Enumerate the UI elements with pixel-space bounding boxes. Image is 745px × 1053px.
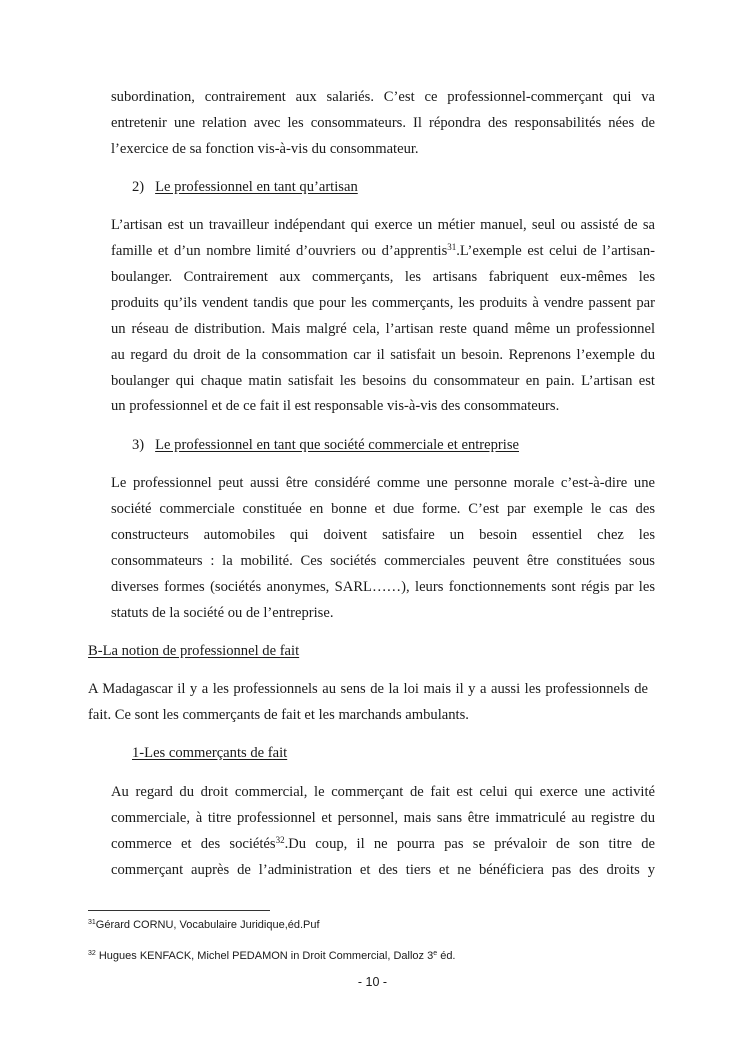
footnote-mark: 31 [88, 919, 96, 926]
text-line: commerciale, à titre professionnel et personnel, mais sans être immatriculé au registre du [111, 810, 655, 826]
text-line: fait. Ce sont les commerçants de fait et les marchands ambulants. [88, 707, 469, 723]
heading-commercants-de-fait [132, 743, 287, 763]
text-line: boulanger. Contrairement aux commerçants, les artisans fabriquent eux-mêmes les [111, 269, 655, 285]
text-line: famille et d’un nombre limité d’ouvriers ou d’apprentis$^{31}$.L’exemple est celui de l’artisan- [111, 242, 655, 259]
footnote-ref-32[interactable]: 32 [275, 835, 285, 845]
text-line: société commerciale constituée en bonne et due forme. C’est par exemple le cas des [111, 501, 655, 517]
text-line: statuts de la société ou de l’entreprise. [111, 605, 334, 621]
footnote-separator [88, 910, 270, 911]
text-line: Le professionnel peut aussi être considéré comme une personne morale c’est-à-dire une [111, 475, 655, 491]
heading-text: Le professionnel en tant que société commerciale et entreprise [155, 437, 519, 453]
text-line: constructeurs automobiles qui doivent satisfaire un besoin essentiel chez les [111, 527, 655, 543]
text-line: un réseau de distribution. Mais malgré cela, l’artisan reste quand même un professionnel [111, 321, 655, 337]
heading-artisan [132, 177, 358, 197]
text-line: L’artisan est un travailleur indépendant qui exerce un métier manuel, seul ou assisté de sa [111, 217, 655, 233]
section-heading-b [88, 641, 299, 661]
footnote-32: $^{32}$ Hugues KENFACK, Michel PEDAMON in Droit Commercial, Dalloz 3e éd. [88, 950, 456, 962]
text-line: l’exercice de sa fonction vis-à-vis du consommateur. [111, 141, 419, 157]
page-number: - 10 - [357, 975, 388, 989]
heading-number: 2) [132, 179, 145, 195]
text-line: produits qu’ils vendent tandis que pour les commerçants, les produits à vendre passent par [111, 295, 655, 311]
footnote-mark: 32 [88, 950, 96, 957]
text-line: A Madagascar il y a les professionnels au sens de la loi mais il y a aussi les professionnels de [88, 681, 648, 697]
heading-text: 1-Les commerçants de fait [132, 745, 288, 761]
heading-text: B-La notion de professionnel de fait [88, 643, 300, 659]
text-line: un professionnel et de ce fait il est responsable vis-à-vis des consommateurs. [111, 398, 560, 414]
heading-text: Le professionnel en tant qu’artisan [155, 179, 358, 195]
footnote-ref-31[interactable]: 31 [447, 242, 457, 252]
text-line: subordination, contrairement aux salariés. C’est ce professionnel-commerçant qui va [111, 89, 655, 105]
text-line: Au regard du droit commercial, le commerçant de fait est celui qui exerce une activité [111, 784, 655, 800]
footnote-31 [88, 918, 320, 932]
text-line: boulanger qui chaque matin satisfait les besoins du consommateur en pain. L’artisan est [111, 373, 655, 389]
text-line: commerce et des sociétés$^{32}$.Du coup, il ne pourra pas se prévaloir de son titre de [111, 835, 655, 852]
footnote-text: Gérard CORNU, Vocabulaire Juridique,éd.Puf [95, 919, 320, 931]
text-line: consommateurs : la mobilité. Ces sociétés commerciales peuvent être constituées sous [111, 553, 655, 569]
text-line: entretenir une relation avec les consommateurs. Il répondra des responsabilités nées de [111, 115, 655, 131]
text-line: diverses formes (sociétés anonymes, SARL……), leurs fonctionnements sont régis par les [111, 579, 655, 595]
text-line: commerçant auprès de l’administration et des tiers et ne bénéficiera pas des droits y [111, 862, 655, 878]
heading-societe [132, 435, 519, 455]
heading-number: 3) [132, 437, 145, 453]
text-line: au regard du droit de la consommation car il satisfait un besoin. Reprenons l’exemple du [111, 347, 655, 363]
